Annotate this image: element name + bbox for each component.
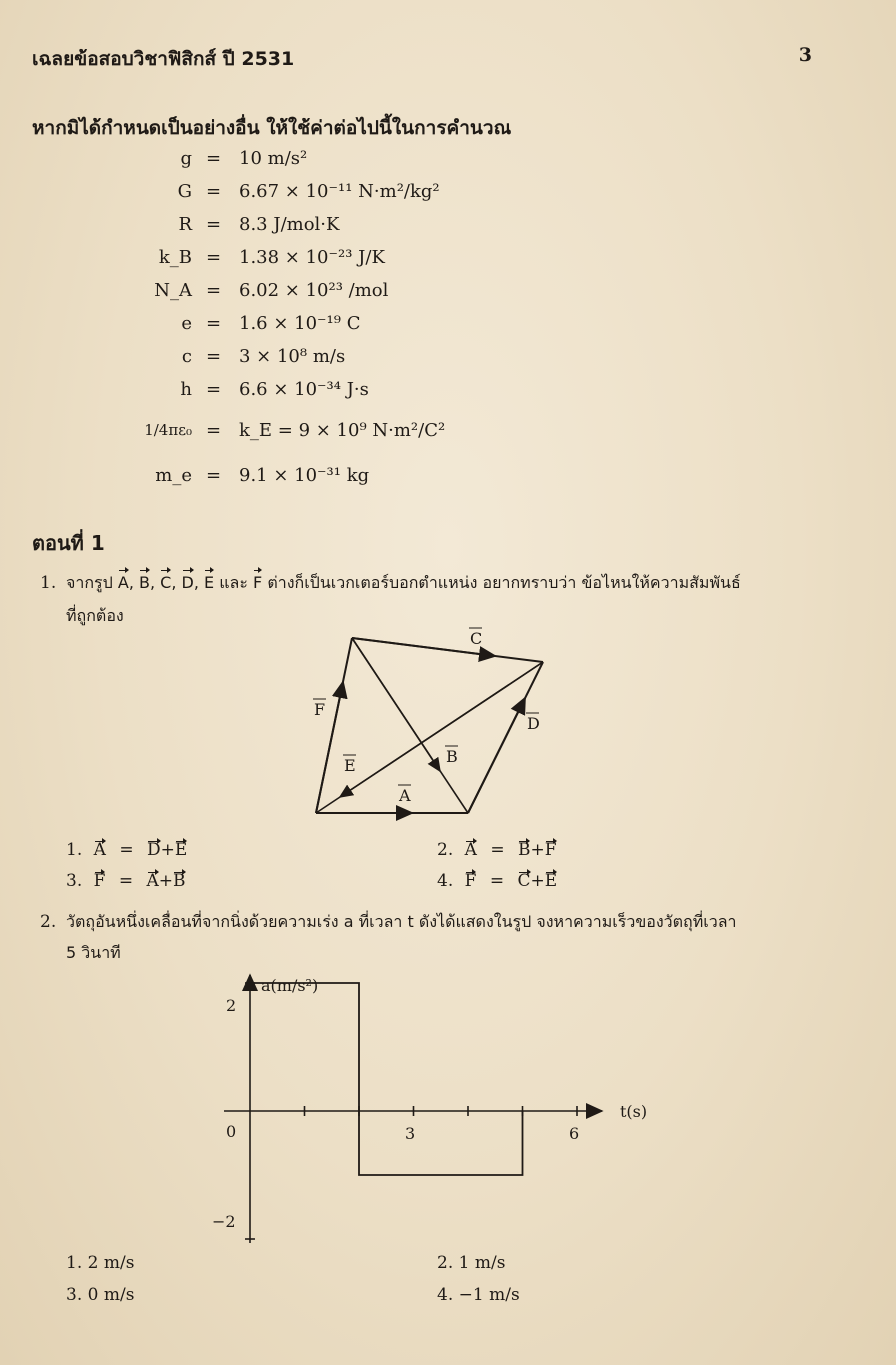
y-tick-label: 2	[226, 996, 237, 1015]
question-text-part: และ	[219, 573, 248, 592]
question-text-line2: ที่ถูกต้อง	[66, 606, 124, 625]
x-tick-label: 0	[226, 1122, 237, 1141]
option-text: 1 m/s	[458, 1253, 506, 1273]
vector-label: F	[253, 569, 262, 597]
constant-value: 3 × 10⁸ m/s	[239, 346, 346, 367]
option-vector: F	[93, 871, 106, 891]
question-text: วัตถุอันหนึ่งเคลื่อนที่จากนิ่งด้วยความเร่ง a ที่เวลา t ดังได้แสดงในรูป จงหาความเร็วของวัตถุที่เวลา	[66, 912, 737, 931]
constant-value: 6.02 × 10²³ /mol	[239, 280, 389, 301]
option-vector: E	[174, 840, 188, 860]
option-vector: F	[544, 840, 557, 860]
option-number: 3.	[66, 871, 83, 891]
option-number: 4.	[437, 871, 454, 891]
x-axis-label: t(s)	[620, 1102, 648, 1121]
constant-value: 1.6 × 10⁻¹⁹ C	[239, 313, 361, 334]
option-number: 2.	[437, 840, 454, 860]
vector-d-arrow	[468, 698, 525, 813]
option-number: 1.	[66, 1253, 83, 1273]
vector-b-arrow	[352, 638, 440, 771]
label-f: F	[314, 700, 326, 719]
constant-symbol: N_A	[154, 280, 192, 301]
constant-value: 6.6 × 10⁻³⁴ J·s	[239, 379, 369, 400]
option-vector: B	[173, 871, 186, 891]
question-number: 2.	[40, 912, 57, 932]
constant-value: 6.67 × 10⁻¹¹ N·m²/kg²	[239, 181, 440, 202]
acceleration-series-line	[250, 983, 523, 1175]
constant-symbol: g	[180, 148, 192, 169]
label-d: D	[527, 714, 540, 733]
constant-symbol: G	[177, 181, 192, 202]
option-vector: B	[517, 840, 531, 860]
option-vector: E	[544, 871, 558, 891]
constant-value: 1.38 × 10⁻²³ J/K	[239, 247, 385, 268]
question-text-part: จากรูป	[66, 573, 113, 592]
question-text-part: ต่างก็เป็นเวกเตอร์บอกตำแหน่ง อยากทราบว่า ข้อไหนให้ความสัมพันธ์	[267, 573, 741, 592]
option-vector: F	[464, 871, 477, 891]
vector-label: D	[182, 569, 194, 597]
section-heading: ตอนที่ 1	[32, 531, 105, 555]
y-axis-label: a(m/s²)	[261, 976, 319, 995]
option-vector: A	[146, 871, 159, 891]
page-number: 3	[798, 44, 812, 66]
constant-symbol: k_B	[158, 247, 192, 268]
constant-symbol: R	[178, 214, 192, 235]
constant-value: 9.1 × 10⁻³¹ kg	[239, 465, 370, 486]
label-a: A	[399, 786, 411, 805]
label-e: E	[344, 756, 356, 775]
acceleration-chart	[200, 965, 660, 1250]
page-header	[32, 44, 812, 74]
constant-symbol: e	[181, 313, 192, 334]
option-vector: D	[146, 840, 161, 860]
answer-option[interactable]: 4. F = C+E	[437, 871, 558, 891]
answer-option[interactable]	[437, 1253, 505, 1273]
label-b: B	[446, 747, 458, 766]
constant-symbol: h	[180, 379, 192, 400]
option-number: 4.	[437, 1285, 454, 1305]
vector-label: A	[118, 569, 129, 597]
option-text: 0 m/s	[87, 1285, 135, 1305]
vector-e-arrow	[340, 662, 543, 797]
constant-symbol: m_e	[155, 465, 192, 486]
option-text: 2 m/s	[87, 1253, 135, 1273]
option-vector: C	[517, 871, 531, 891]
constant-value: k_E = 9 × 10⁹ N·m²/C²	[239, 420, 446, 441]
answer-option[interactable]	[66, 1253, 134, 1273]
option-number: 1.	[66, 840, 83, 860]
constants-intro: หากมิได้กำหนดเป็นอย่างอื่น ให้ใช้ค่าต่อไปนี้ในการคำนวณ	[32, 117, 512, 139]
vector-label: B	[139, 569, 150, 597]
option-vector: A	[464, 840, 477, 860]
label-c: C	[470, 629, 483, 648]
option-text: −1 m/s	[458, 1285, 520, 1305]
option-vector: A	[93, 840, 106, 860]
vector-diagram	[300, 622, 560, 822]
constant-symbol: c	[181, 346, 192, 367]
header-title: เฉลยข้อสอบวิชาฟิสิกส์ ปี 2531	[32, 48, 295, 70]
x-tick-label: 3	[405, 1124, 416, 1143]
answer-option[interactable]: 1. A = D+E	[66, 840, 188, 860]
answer-option[interactable]: 3. F = A+B	[66, 871, 186, 891]
question-number: 1.	[40, 573, 57, 593]
vector-label: C	[160, 569, 171, 597]
question-text-line2: 5 วินาที	[66, 943, 121, 962]
answer-option[interactable]	[66, 1285, 134, 1305]
question-text: จากรูป A, B, C, D, E และ F ต่างก็เป็นเวกเตอร์บอกตำแหน่ง อยากทราบว่า ข้อไหนให้ความสัมพันธ์	[66, 569, 846, 597]
constant-value: 8.3 J/mol·K	[239, 214, 340, 235]
constant-symbol: 1/4πε₀	[144, 421, 192, 439]
answer-option[interactable]	[437, 1285, 520, 1305]
vector-label: E	[204, 569, 214, 597]
x-tick-label: 6	[569, 1124, 580, 1143]
answer-option[interactable]: 2. A = B+F	[437, 840, 557, 860]
option-number: 3.	[66, 1285, 83, 1305]
constant-value: 10 m/s²	[239, 148, 308, 169]
y-tick-label: −2	[212, 1212, 236, 1231]
option-number: 2.	[437, 1253, 454, 1273]
